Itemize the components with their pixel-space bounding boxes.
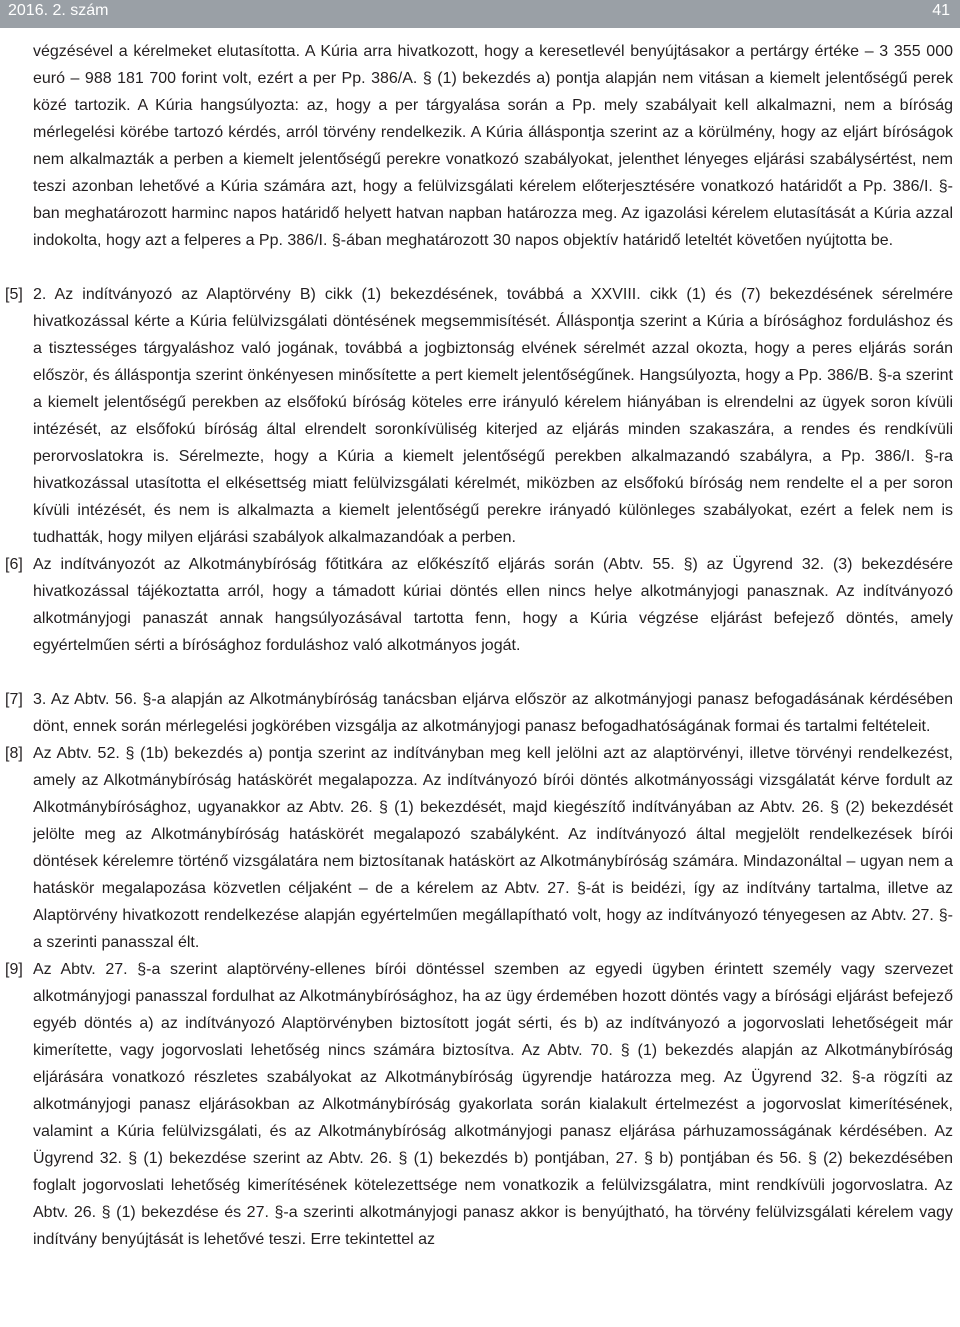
- paragraph-text: 3. Az Abtv. 56. §-a alapján az Alkotmánybíróság tanácsban eljárva először az alkotmányjogi panasz befogadásának kérdésében dönt, ennek során mérlegelési jogkörében vizsgálja az alkotmányjogi panasz befogadhatóságának formai és tartalmi feltételeit.: [33, 691, 953, 735]
- body-text: [5, 38, 953, 1253]
- paragraph-7: [5, 686, 953, 740]
- paragraph-6: [5, 551, 953, 659]
- page-number: 41: [932, 2, 950, 19]
- paragraph-number: [5]: [5, 286, 23, 303]
- paragraph-number: [9]: [5, 961, 23, 978]
- paragraph-5: [5, 281, 953, 551]
- paragraph-number: [8]: [5, 745, 23, 762]
- paragraph-number: [6]: [5, 556, 23, 573]
- paragraph-number: [7]: [5, 691, 23, 708]
- paragraph-9: [5, 956, 953, 1253]
- page-header: [0, 0, 960, 28]
- issue-label: 2016. 2. szám: [8, 2, 109, 19]
- paragraph-continuation: [33, 38, 953, 254]
- paragraph-8: [5, 740, 953, 956]
- paragraph-text: Az Abtv. 27. §-a szerint alaptörvény-ellenes bírói döntéssel szemben az egyedi ügyben érintett személy vagy szervezet alkotmányjogi panasszal fordulhat az Alkotmánybírósághoz, ha az ügy érdemében hozott döntés vagy a bírósági eljárást befejező egyéb döntés a) az indítványozó Alaptörvényben biztosított jogát sérti, és b) az indítványozó a jogorvoslati lehetőségeit már kimerítette, vagy jogorvoslati lehetőség nincs számára biztosítva. Az Abtv. 70. § (1) bekezdés alapján az Alkotmánybíróság eljárására vonatkozó részletes szabályokat az Alkotmánybíróság ügyrendje határozza meg. Az Ügyrend 32. §-a rögzíti az alkotmányjogi panasz eljárásokban az Alkotmánybíróság gyakorlata során kialakult értelmezést a jogorvoslat kimerítésének, valamint a Kúria felülvizsgálati, és az Alkotmánybíróság alkotmányjogi panasz eljárása párhuzamosságának kérdésében. Az Ügyrend 32. § (1) bekezdése szerint az Abtv. 26. § (1) bekezdés b) pontjában, 27. § b) pontjában és 56. § (2) bekezdésében foglalt jogorvoslati lehetőség kimerítésének kötelezettsége nem vonatkozik a felülvizsgálatra, mint rendkívüli jogorvoslatra. Az Abtv. 26. § (1) bekezdése és 27. §-a szerinti alkotmányjogi panasz akkor is benyújtható, ha törvény felülvizsgálati kérelem vagy indítvány benyújtását is lehetővé teszi. Erre tekintettel az: [33, 961, 953, 1248]
- paragraph-text: Az Abtv. 52. § (1b) bekezdés a) pontja szerint az indítványban meg kell jelölni azt az alaptörvényi, illetve törvényi rendelkezést, amely az Alkotmánybíróság hatáskörét megalapozza. Az indítványozó bírói döntés alkotmányossági vizsgálatát kérve fordult az Alkotmánybírósághoz, ugyanakkor az Abtv. 26. § (1) bekezdését, majd kiegészítő indítványában az Abtv. 26. § (2) bekezdését jelölte meg az Alkotmánybíróság hatáskörét megalapozó szabályként. Az indítványozó által megjelölt rendelkezések bírói döntések kérelemre történő vizsgálatára nem biztosítanak hatáskört az Alkotmánybíróság számára. Mindazonáltal – ugyan nem a hatáskör megalapozása közvetlen céljaként – de a kérelem az Abtv. 27. §-át is beidézi, így az indítvány tartalma, illetve az Alaptörvény hivatkozott rendelkezése alapján egyértelműen megállapítható volt, hogy az indítványozó tényegesen az Abtv. 27. §-a szerinti panasszal élt.: [33, 745, 953, 951]
- paragraph-text: Az indítványozót az Alkotmánybíróság főtitkára az előkészítő eljárás során (Abtv. 55. §) az Ügyrend 32. (3) bekezdésére hivatkozással tájékoztatta arról, hogy a támadott kúriai döntés ellen nincs helye alkotmányjogi panasznak. Az indítványozó alkotmányjogi panaszát annak hangsúlyozásával tartotta fenn, hogy a Kúria végzése eljárást befejező döntés, amely egyértelműen sérti a bírósághoz forduláshoz való alkotmányos jogát.: [33, 556, 953, 654]
- paragraph-text: 2. Az indítványozó az Alaptörvény B) cikk (1) bekezdésének, továbbá a XXVIII. cikk (1) és (7) bekezdésének sérelmére hivatkozással kérte a Kúria felülvizsgálati döntésének megsemmisítését. Álláspontja szerint a Kúria a bírósághoz forduláshoz és a tisztességes tárgyaláshoz való jogának, továbbá a jogbiztonság elvének sérelmét azzal okozta, hogy a peres eljárás során először, és álláspontja szerint önkényesen minősítette a pert kiemelt jelentőségűnek. Hangsúlyozta, hogy a Pp. 386/B. §-a szerint a kiemelt jelentőségű perekben az elsőfokú bíróság köteles erre irányuló kérelem hiányában is elrendelni az ügyek soron kívüli intézését, az elsőfokú bíróság által elrendelt soronkívüliség kiterjed az eljárás minden szakaszára, a rendes és rendkívüli perorvoslatokra is. Sérelmezte, hogy a Kúria a kiemelt jelentőségű perekben alkalmazandó szabályra, a Pp. 386/I. §-ra hivatkozással utasította el elkésettség miatt felülvizsgálati kérelmét, miközben az elsőfokú bíróság nem rendelte el a per soron kívüli intézését, és nem is alkalmazta a kiemelt jelentőségű perekre irányadó különleges szabályokat, ezért a felek nem is tudhatták, hogy milyen eljárási szabályok alkalmazandóak a perben.: [33, 286, 953, 546]
- paragraph-text: végzésével a kérelmeket elutasította. A Kúria arra hivatkozott, hogy a keresetlevél benyújtásakor a pertárgy értéke – 3 355 000 euró – 988 181 700 forint volt, ezért a per Pp. 386/A. § (1) bekezdés a) pontja alapján nem vitásan a kiemelt jelentőségű perek közé tartozik. A Kúria hangsúlyozta: az, hogy a per tárgyalása során a Pp. mely szabályait kell alkalmazni, nem a bíróság mérlegelési körébe tartozó kérdés, arról törvény rendelkezik. A Kúria álláspontja szerint az a körülmény, hogy az eljárt bíróságok nem alkalmazták a perben a kiemelt jelentőségű perekre vonatkozó szabályokat, jelenthet lényeges eljárási szabálysértést, nem teszi azonban lehetővé a Kúria számára azt, hogy a felülvizsgálati kérelem előterjesztésére vonatkozó határidőt a Pp. 386/I. §-ban meghatározott harminc napos határidő helyett hatvan napban határozza meg. Az igazolási kérelem elutasítását a Kúria azzal indokolta, hogy azt a felperes a Pp. 386/I. §-ában meghatározott 30 napos objektív határidő leteltét követően nyújtotta be.: [33, 43, 953, 249]
